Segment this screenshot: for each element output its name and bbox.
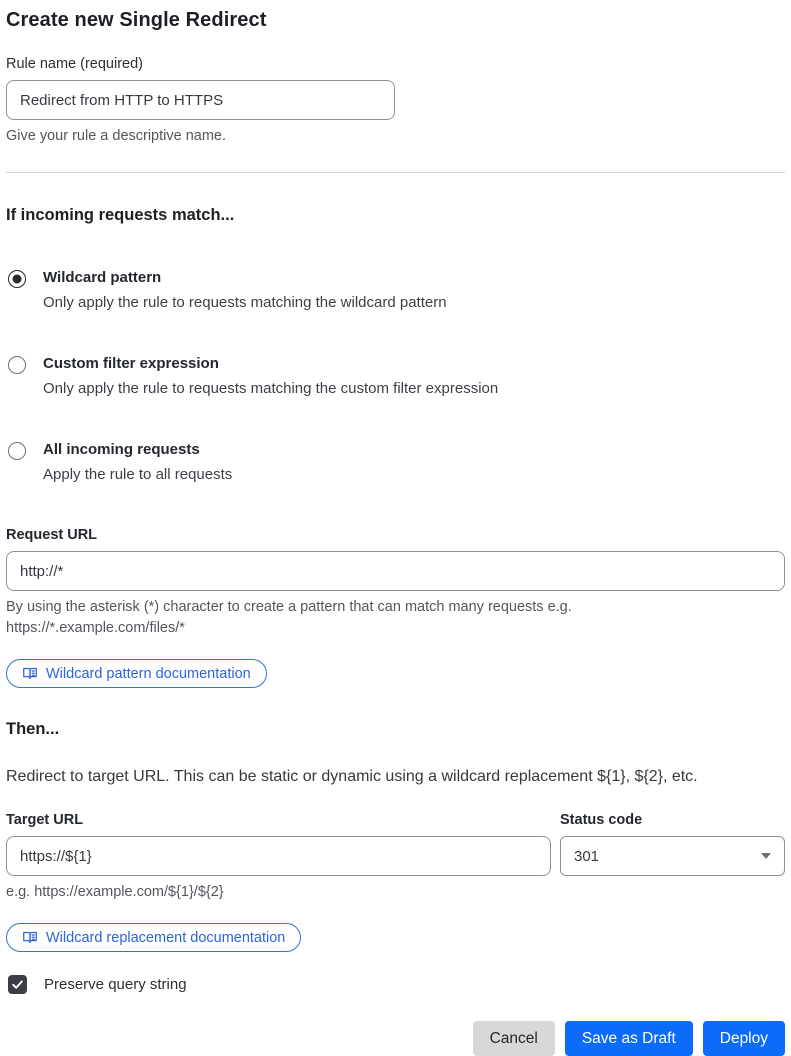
then-description: Redirect to target URL. This can be static or dynamic using a wildcard replacement ${1}, ${2}, etc.: [6, 768, 698, 785]
radio-description: Apply the rule to all requests: [43, 466, 233, 483]
preserve-query-checkbox[interactable]: [8, 975, 27, 994]
checkmark-icon: [11, 978, 24, 991]
request-url-label: Request URL: [6, 527, 98, 543]
chevron-down-icon: [761, 853, 771, 859]
page-title: Create new Single Redirect: [6, 9, 267, 31]
request-url-helper: By using the asterisk (*) character to create a pattern that can match many requests e.g. https://*.example.com/files/*: [6, 599, 572, 636]
radio-option-wildcard-pattern[interactable]: [6, 269, 785, 312]
target-url-input[interactable]: [6, 836, 551, 876]
doc-button-label: Wildcard pattern documentation: [46, 665, 251, 682]
status-code-field: [560, 812, 785, 876]
request-url-field: [6, 527, 785, 639]
radio-button[interactable]: [8, 356, 26, 374]
rule-name-input[interactable]: [6, 80, 395, 120]
target-url-label: Target URL: [6, 812, 84, 828]
match-type-radio-group: [6, 269, 785, 484]
preserve-query-label[interactable]: Preserve query string: [44, 976, 187, 993]
radio-option-all-requests[interactable]: [6, 441, 785, 484]
status-code-value: 301: [574, 847, 600, 865]
rule-name-field: [6, 56, 785, 147]
radio-button[interactable]: [8, 442, 26, 460]
wildcard-pattern-docs-button[interactable]: [6, 659, 267, 688]
then-section-heading: Then...: [6, 720, 60, 738]
rule-name-label: Rule name (required): [6, 56, 144, 72]
deploy-button[interactable]: Deploy: [703, 1021, 785, 1056]
save-as-draft-button[interactable]: Save as Draft: [565, 1021, 693, 1056]
target-url-helper: e.g. https://example.com/${1}/${2}: [6, 884, 224, 900]
radio-option-custom-filter[interactable]: [6, 355, 785, 398]
doc-button-label: Wildcard replacement documentation: [46, 929, 286, 946]
radio-label[interactable]: Wildcard pattern: [43, 269, 162, 286]
radio-description: Only apply the rule to requests matching the wildcard pattern: [43, 294, 447, 311]
rule-name-helper: Give your rule a descriptive name.: [6, 128, 227, 144]
radio-button[interactable]: [8, 270, 26, 288]
open-book-icon: [22, 930, 38, 945]
radio-description: Only apply the rule to requests matching the custom filter expression: [43, 380, 499, 397]
target-row: [6, 812, 785, 903]
radio-label[interactable]: All incoming requests: [43, 441, 200, 458]
open-book-icon: [22, 666, 38, 681]
status-code-select[interactable]: [560, 836, 785, 876]
status-code-label: Status code: [560, 812, 643, 828]
target-url-field: [6, 812, 551, 903]
wildcard-replacement-docs-button[interactable]: [6, 923, 301, 952]
match-section-heading: If incoming requests match...: [6, 206, 235, 224]
footer-actions: [6, 1021, 785, 1056]
section-divider: [6, 172, 785, 173]
cancel-button[interactable]: Cancel: [473, 1021, 555, 1056]
preserve-query-row[interactable]: [6, 975, 785, 994]
radio-label[interactable]: Custom filter expression: [43, 355, 219, 372]
request-url-input[interactable]: [6, 551, 785, 591]
